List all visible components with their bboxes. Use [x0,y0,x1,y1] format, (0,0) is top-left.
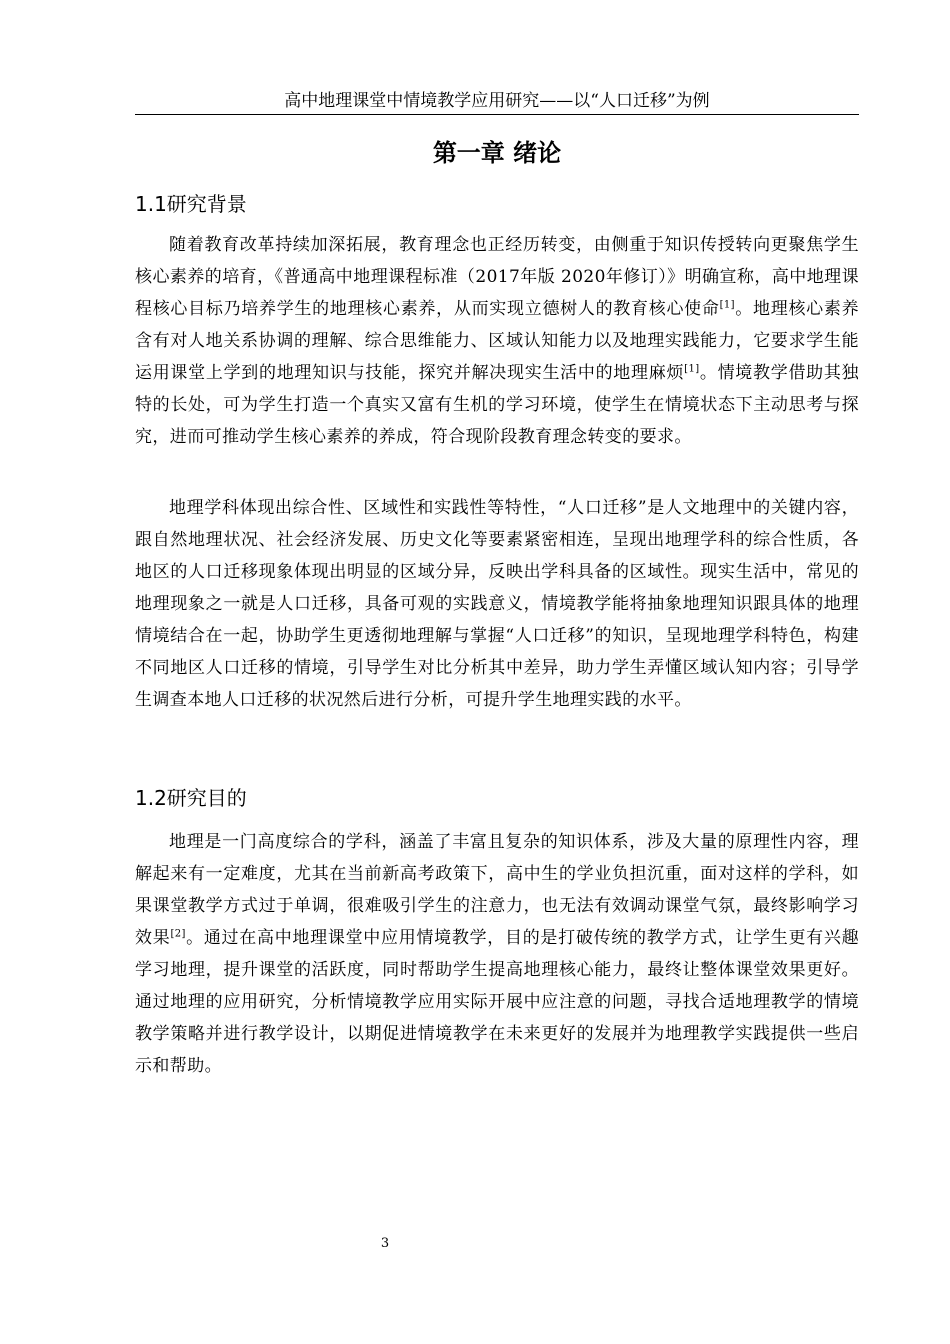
section-heading-research-purpose: 1.2研究目的 [135,786,247,810]
page-number: 3 [380,1236,390,1251]
citation-ref: [1] [719,299,735,311]
paragraph-text: 。情境教学借助其独特的长处，可为学生打造一个真实又富有生机的学习环境，使学生在情境状态下主动思考与探究，进而可推动学生核心素养的养成，符合现阶段教育理念转变的要求。 [135,363,859,447]
paragraph-text: 。地理核心素养含有对人地关系协调的理解、综合思维能力、区域认知能力以及地理实践能力，它要求学生能运用课堂上学到的地理知识与技能，探究并解决现实生活中的地理麻烦 [135,299,859,383]
paragraph [135,492,859,716]
paragraph [135,229,859,453]
chapter-title: 第一章 绪论 [432,139,562,167]
citation-ref: [1] [684,363,700,375]
paragraph-text: 。通过在高中地理课堂中应用情境教学，目的是打破传统的教学方式，让学生更有兴趣学习地理，提升课堂的活跃度，同时帮助学生提高地理核心能力，最终让整体课堂效果更好。通过地理的应用研究，分析情境教学应用实际开展中应注意的问题，寻找合适地理教学的情境教学策略并进行教学设计，以期促进情境教学在未来更好的发展并为地理教学实践提供一些启示和帮助。 [135,928,859,1076]
paragraph-text: 随着教育改革持续加深拓展，教育理念也正经历转变，由侧重于知识传授转向更聚焦学生核心素养的培育，《普通高中地理课程标准（2017年版 2020年修订）》明确宣称，高中地理课程核心目标乃培养学生的地理核心素养，从而实现立德树人的教育核心使命 [135,235,859,319]
running-header: 高中地理课堂中情境教学应用研究——以“人口迁移”为例 [284,91,710,111]
paragraph-text: 地理是一门高度综合的学科，涵盖了丰富且复杂的知识体系，涉及大量的原理性内容，理解起来有一定难度，尤其在当前新高考政策下，高中生的学业负担沉重，面对这样的学科，如果课堂教学方式过于单调，很难吸引学生的注意力，也无法有效调动课堂气氛，最终影响学习效果 [135,832,859,948]
header-rule [135,114,859,115]
citation-ref: [2] [170,928,186,940]
paragraph [135,826,859,1082]
section-heading-research-background: 1.1研究背景 [135,192,247,216]
paragraph-text: 地理学科体现出综合性、区域性和实践性等特性，“人口迁移”是人文地理中的关键内容，跟自然地理状况、社会经济发展、历史文化等要素紧密相连，呈现出地理学科的综合性质，各地区的人口迁移现象体现出明显的区域分异，反映出学科具备的区域性。现实生活中，常见的地理现象之一就是人口迁移，具备可观的实践意义，情境教学能将抽象地理知识跟具体的地理情境结合在一起，协助学生更透彻地理解与掌握“人口迁移”的知识，呈现地理学科特色，构建不同地区人口迁移的情境，引导学生对比分析其中差异，助力学生弄懂区域认知内容；引导学生调查本地人口迁移的状况然后进行分析，可提升学生地理实践的水平。 [135,498,859,710]
